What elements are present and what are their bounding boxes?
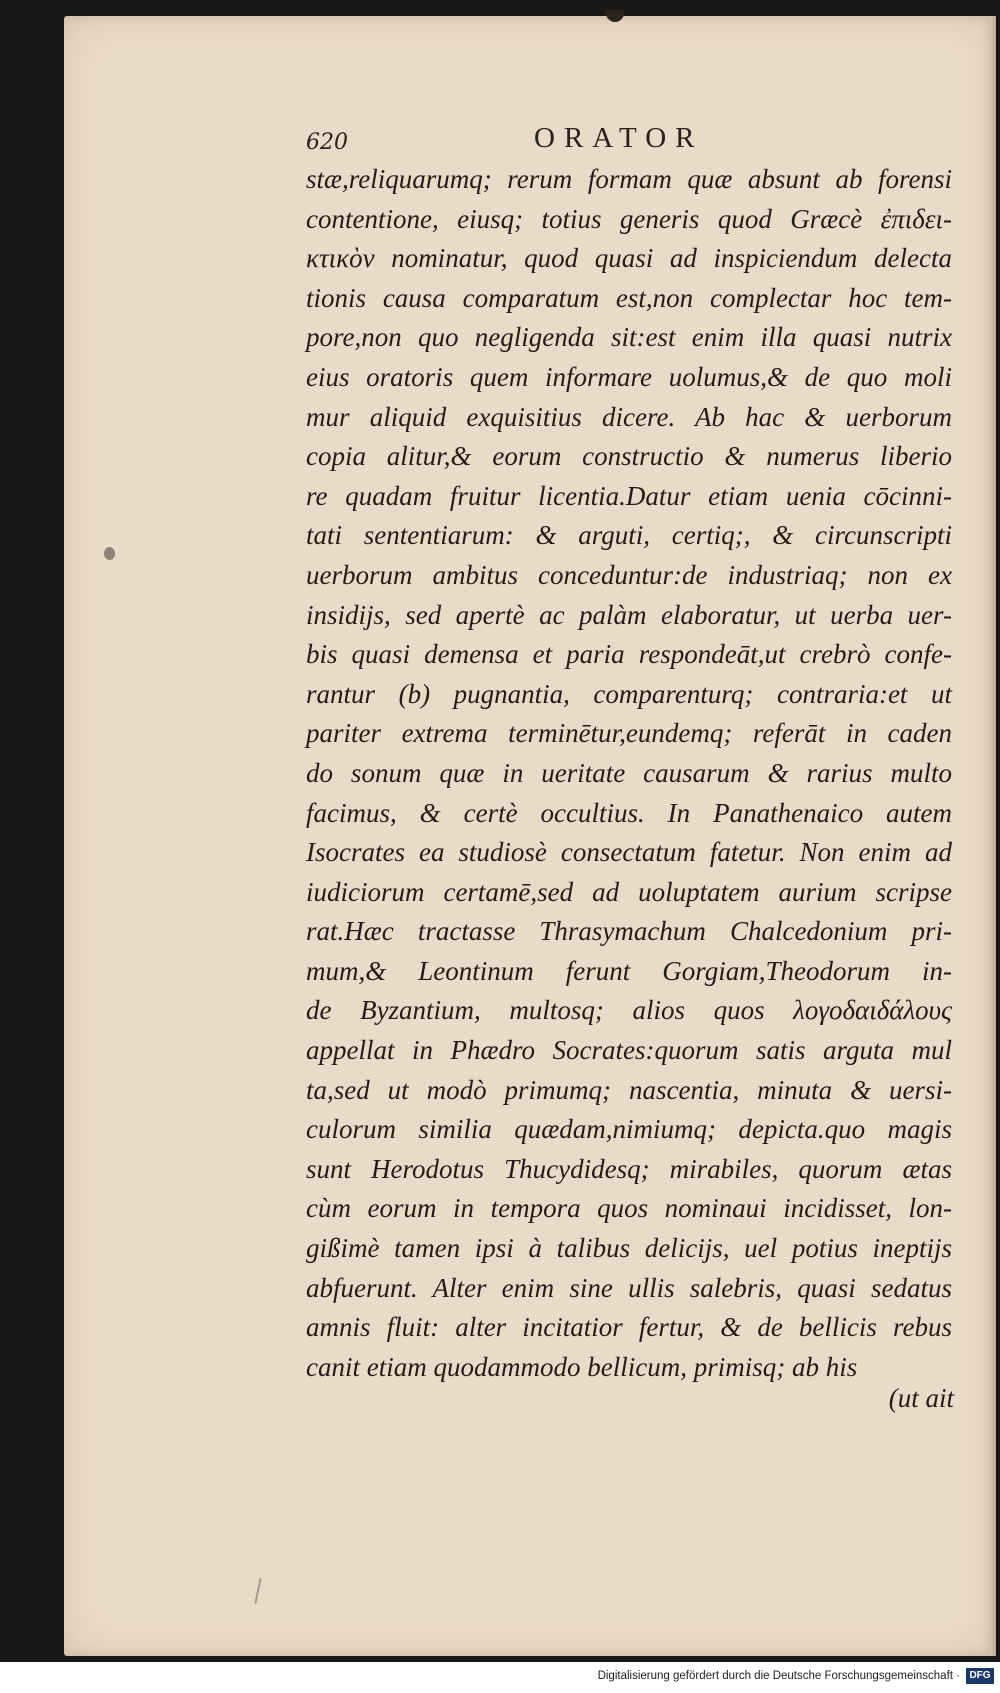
- text-line: mur aliquid exquisitius dicere. Ab hac & uerborum: [306, 401, 952, 432]
- text-line: do sonum quæ in ueritate causarum & rarius multo: [306, 757, 952, 788]
- text-line: culorum similia quædam,nimiumq; depicta.quo magis: [306, 1114, 952, 1145]
- text-line: iudiciorum certamē,sed ad uoluptatem aurium scripse: [306, 876, 952, 907]
- page-number: 620: [306, 130, 348, 155]
- text-line: sunt Herodotus Thucydidesq; mirabiles, quorum ætas: [306, 1153, 952, 1184]
- text-line: cùm eorum in tempora quos nominaui incidisset, lon-: [306, 1193, 952, 1224]
- text-line: abfuerunt. Alter enim sine ullis salebris, quasi sedatus: [306, 1272, 952, 1303]
- text-line: Isocrates ea studiosè consectatum fatetur. Non enim ad: [306, 837, 952, 868]
- text-line: re quadam fruitur licentia.Datur etiam uenia cōcinni-: [306, 480, 952, 511]
- text-line: appellat in Phædro Socrates:quorum satis arguta mul: [306, 1035, 952, 1066]
- text-line: ta,sed ut modò primumq; nascentia, minuta & uersi-: [306, 1074, 952, 1105]
- text-line: canit etiam quodammodo bellicum, primisq; ab his: [306, 1351, 858, 1382]
- text-line: de Byzantium, multosq; alios quos λογοδαιδάλους: [306, 995, 952, 1026]
- text-line: tionis causa comparatum est,non complectar hoc tem-: [306, 282, 952, 313]
- text-line: insidijs, sed apertè ac palàm elaboratur, ut uerba uer-: [306, 599, 952, 630]
- text-line: κτικὸν nominatur, quod quasi ad inspiciendum delecta: [306, 243, 952, 274]
- body-text: [306, 160, 952, 1387]
- text-line: rantur (b) pugnantia, comparenturq; contraria:et ut: [306, 678, 952, 709]
- dfg-logo: DFG: [966, 1668, 994, 1684]
- text-line: facimus, & certè occultius. In Panathenaico autem: [306, 797, 952, 828]
- text-line: contentione, eiusq; totius generis quod Græcè ἐπιδει-: [306, 203, 952, 234]
- text-line: uerborum ambitus conceduntur:de industriaq; non ex: [306, 559, 952, 590]
- text-line: pariter extrema terminētur,eundemq; referāt in caden: [306, 718, 952, 749]
- page-header: [306, 122, 946, 158]
- text-line: eius oratoris quem informare uolumus,& de quo moli: [306, 361, 952, 392]
- text-line: gißimè tamen ipsi à talibus delicijs, uel potius ineptijs: [306, 1233, 952, 1264]
- margin-ink-spot: [104, 547, 115, 560]
- running-head: ORATOR: [534, 122, 704, 154]
- text-line: mum,& Leontinum ferunt Gorgiam,Theodorum in-: [306, 955, 952, 986]
- page-edge: [990, 16, 996, 1656]
- text-line: pore,non quo negligenda sit:est enim illa quasi nutrix: [306, 322, 952, 353]
- text-line: bis quasi demensa et paria respondeāt,ut crebrò confe-: [306, 639, 952, 670]
- catchword: (ut ait: [888, 1383, 954, 1413]
- text-line: stæ,reliquarumq; rerum formam quæ absunt ab forensi: [306, 164, 952, 194]
- text-line: amnis fluit: alter incitatior fertur, & de bellicis rebus: [306, 1312, 952, 1343]
- text-line: tati sententiarum: & arguti, certiq;, & circunscripti: [306, 520, 952, 551]
- text-line: rat.Hæc tractasse Thrasymachum Chalcedonium pri-: [306, 916, 952, 947]
- footer-credit: Digitalisierung gefördert durch die Deutsche Forschungsgemeinschaft ·: [597, 1670, 960, 1682]
- text-line: copia alitur,& eorum constructio & numerus liberio: [306, 441, 952, 472]
- digitization-footer: [0, 1662, 1000, 1693]
